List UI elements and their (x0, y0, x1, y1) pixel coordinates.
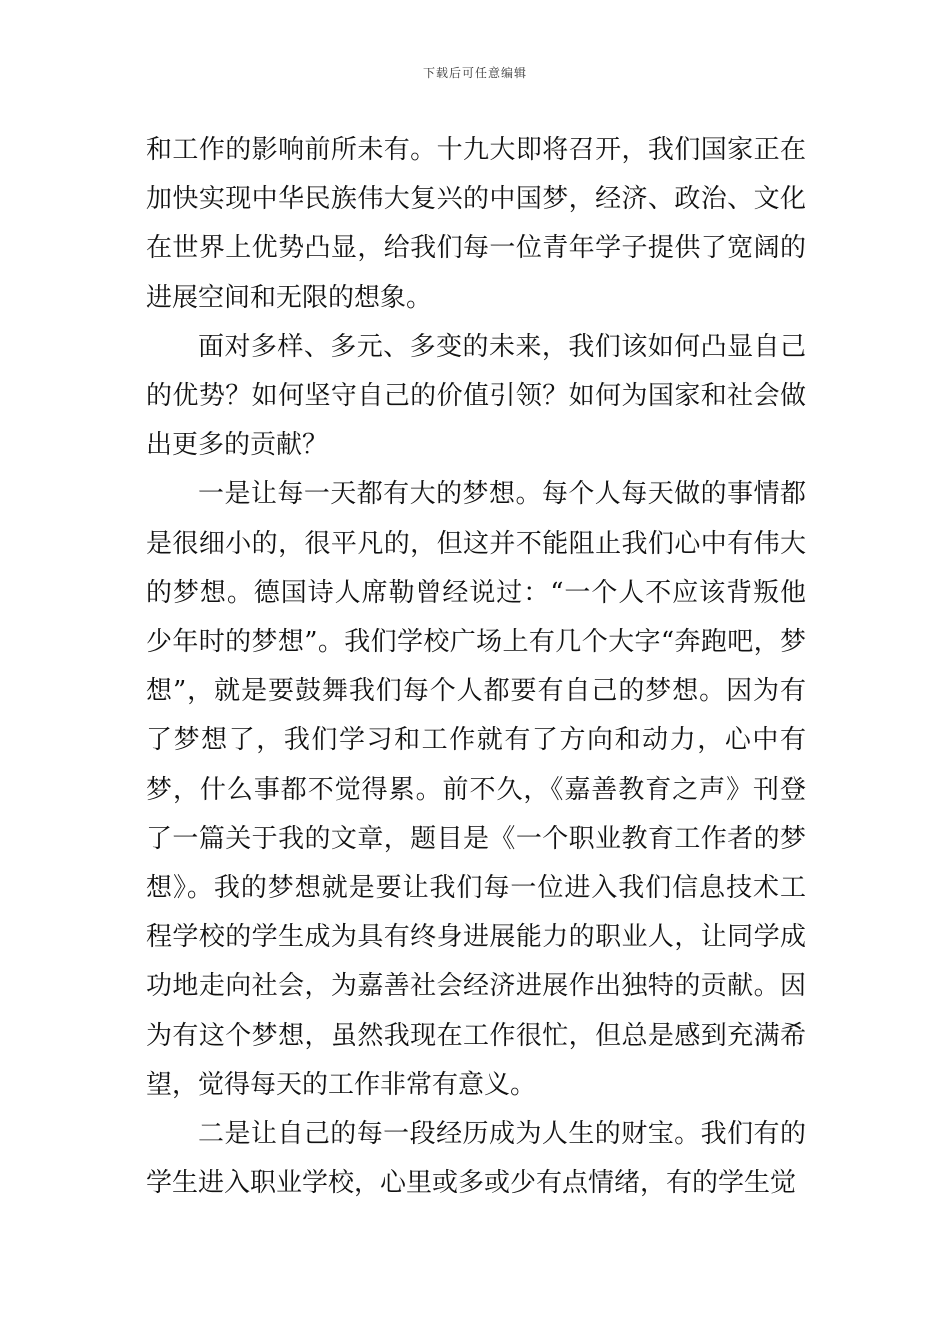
page-header: 下载后可任意编辑 (422, 66, 527, 80)
paragraph-4: 二是让自己的每一段经历成为人生的财宝。我们有的学生进入职业学校，心里或多或少有点情绪，有的学生觉 (146, 1119, 806, 1199)
paragraph-3: 一是让每一天都有大的梦想。每个人每天做的事情都是很细小的，很平凡的，但这并不能阻止我们心中有伟大的梦想。德国诗人席勒曾经说过：“一个人不应该背叛他少年时的梦想”。我们学校广场上有几个大字“奔跑吧，梦想”，就是要鼓舞我们每个人都要有自己的梦想。因为有了梦想了，我们学习和工作就有了方向和动力，心中有梦，什么事都不觉得累。前不久，《嘉善教育之声》刊登了一篇关于我的文章，题目是《一个职业教育工作者的梦想》。我的梦想就是要让我们每一位进入我们信息技术工程学校的学生成为具有终身进展能力的职业人，让同学成功地走向社会，为嘉善社会经济进展作出独特的贡献。因为有这个梦想，虽然我现在工作很忙，但总是感到充满希望，觉得每天的工作非常有意义。 (146, 479, 806, 1100)
paragraph-2: 面对多样、多元、多变的未来，我们该如何凸显自己的优势？如何坚守自己的价值引领？如何为国家和社会做出更多的贡献？ (146, 331, 806, 461)
document-body (146, 126, 806, 1208)
paragraph-1: 和工作的影响前所未有。十九大即将召开，我们国家正在加快实现中华民族伟大复兴的中国梦，经济、政治、文化在世界上优势凸显，给我们每一位青年学子提供了宽阔的进展空间和无限的想象。 (146, 135, 806, 313)
